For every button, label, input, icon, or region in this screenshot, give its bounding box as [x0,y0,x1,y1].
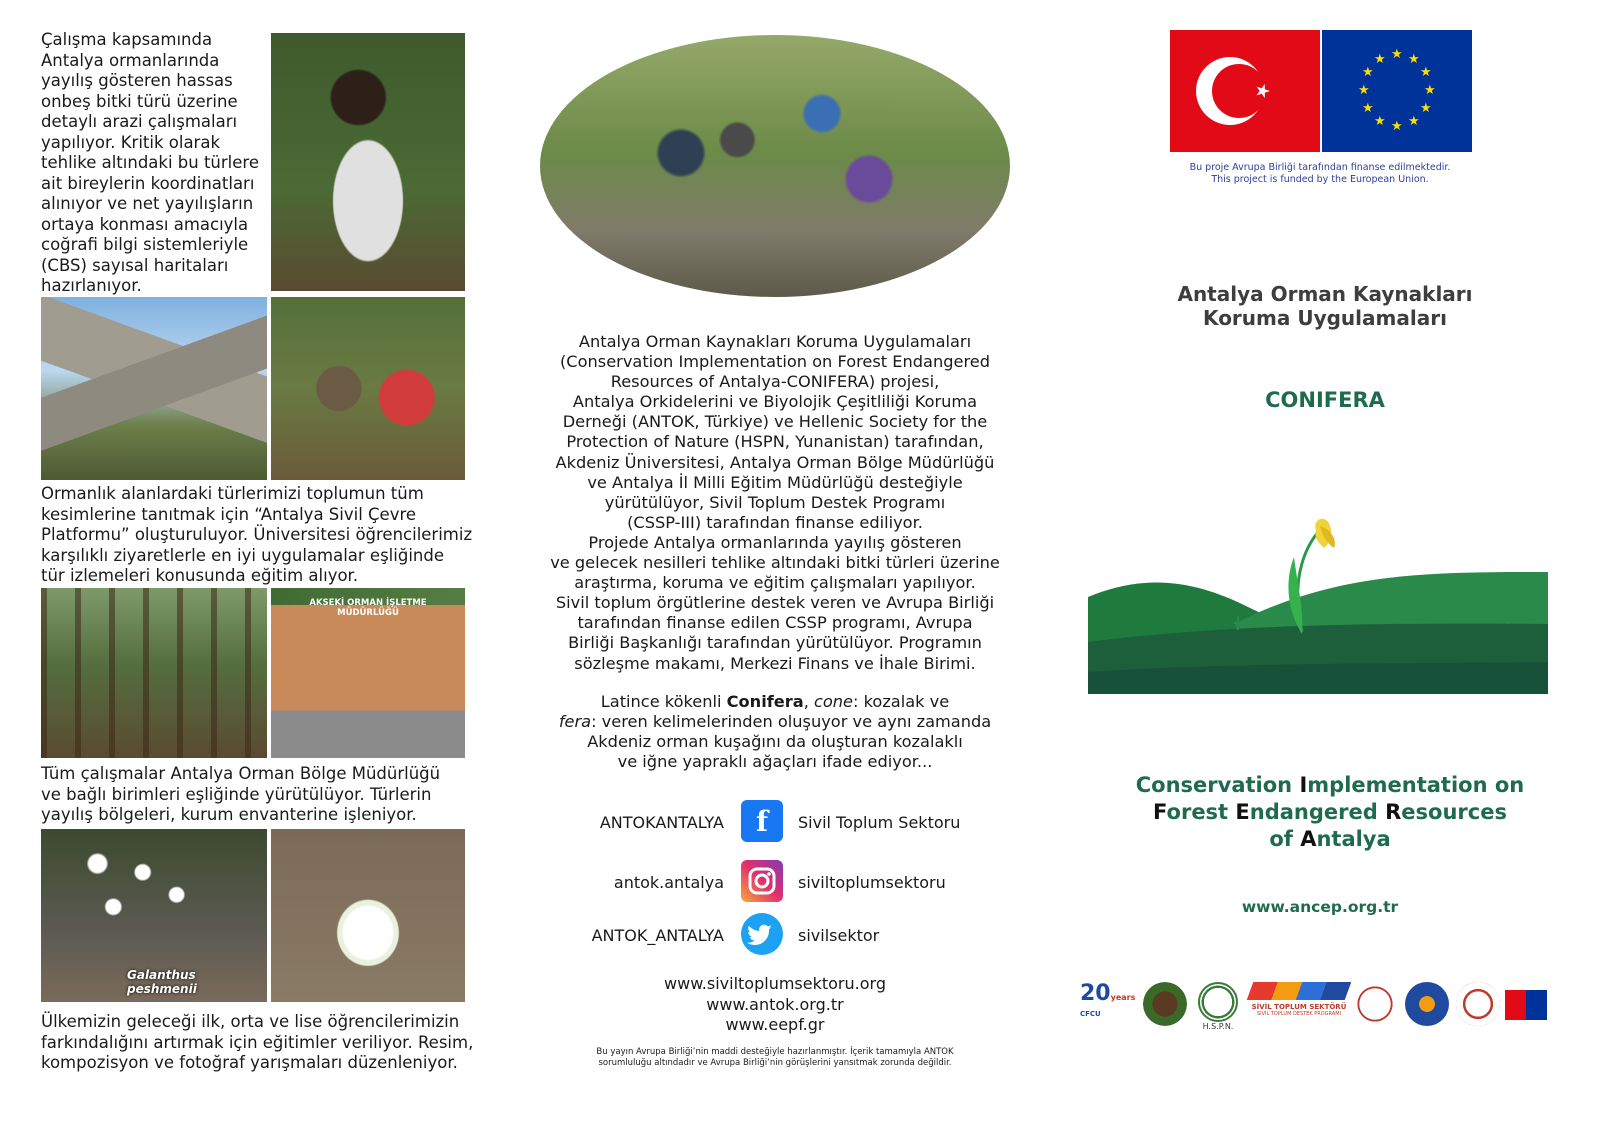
ministry-education-logo [1456,982,1500,1030]
instagram-handle-sts[interactable]: siviltoplumsektoru [798,873,946,892]
photo-group-mountain [41,297,267,480]
social-facebook-row [540,800,1010,846]
paragraph-platform: Ormanlık alanlardaki türlerimizi toplumun tüm kesimlerine tanıtmak için “Antalya Sivil Çevre Platformu” oluşturuluyor. Üniversitesi öğrencilerimiz karşılıklı ziyaretlerle en iyi uygulamalar eşliğinde tür izlemeleri konusunda eğitim alıyor. [41,484,473,585]
eu-star-icon: ★ [1374,114,1386,129]
photo-students-kneeling [271,297,465,480]
eu-star-icon: ★ [1420,65,1432,80]
akdeniz-university-logo [1353,982,1397,1030]
photo-photographer [271,33,465,291]
social-twitter-row [540,913,1010,959]
facebook-handle-antok[interactable]: ANTOKANTALYA [599,813,724,832]
link-antok[interactable]: www.antok.org.tr [706,994,844,1014]
photo-snowdrops [41,829,267,1002]
project-description: Antalya Orman Kaynakları Koruma Uygulamaları (Conservation Implementation on Forest Endangered Resources of Antalya-CONIFERA) projesi, Antalya Orkidelerini ve Biyolojik Çeşitliliği Koruma Derneği (ANTOK, Türkiye) ve Hellenic Society for the Protection of Nature (HSPN, Yunanistan) tarafından, Akdeniz Üniversitesi, Antalya Orman Bölge Müdürlüğü ve Antalya İl Milli Eğitim Müdürlüğü desteğiyle yürütülüyor, Sivil Toplum Destek Programı (CSSP-III) tarafından finanse ediliyor. Projede Antalya ormanlarında yayılış gösteren ve gelecek nesilleri tehlike altındaki bitki türleri üzerine araştırma, koruma ve eğitim çalışmaları yapılıyor. Sivil toplum örgütlerine destek veren ve Avrupa Birliği tarafından finanse edilen CSSP programı, Avrupa Birliği Başkanlığı tarafından yürütülüyor. Programın sözleşme makamı, Merkezi Finans ve İhale Birimi. [550,332,1000,673]
eu-flag [1322,30,1472,152]
paragraph-education: Ülkemizin geleceği ilk, orta ve lise öğrencilerimizin farkındalığını artırmak için eğitimler veriliyor. Resim, kompozisyon ve fotoğraf yarışmaları düzenleniyor. [41,1012,474,1072]
conifera-definition: Latince kökenli Conifera, cone: kozalak ve fera: veren kelimelerinden oluşuyor ve aynı zamanda Akdeniz orman kuşağını da oluşturan kozalaklı ve iğne yapraklı ağaçları ifade ediyor... [558,692,992,772]
landscape-illustration [1088,512,1548,702]
hspn-logo: H.S.P.N. [1198,982,1238,1030]
facebook-handle-sts[interactable]: Sivil Toplum Sektoru [798,813,961,832]
link-siviltoplumsektoru[interactable]: www.siviltoplumsektoru.org [664,974,886,993]
eu-star-icon: ★ [1362,101,1374,116]
project-title-en: Conservation Implementation on Forest Endangered Resources of Antalya [1135,773,1525,851]
left-panel [0,0,500,1131]
paragraph-directorate: Tüm çalışmalar Antalya Orman Bölge Müdürlüğü ve bağlı birimleri eşliğinde yürütülüyor. Türlerin yayılış bölgeleri, kurum envanterine işleniyor. [41,764,441,824]
eu-delegation-logo [1505,982,1547,1030]
photo-forest-survey [41,588,267,758]
project-title-tr: Antalya Orman Kaynakları Koruma Uygulamaları [1177,282,1473,330]
instagram-handle-antok[interactable]: antok.antalya [613,873,724,892]
facebook-icon[interactable]: f [741,800,783,842]
website-links [540,974,1010,1036]
photo-forestry-building [271,588,465,758]
twitter-handle-antok[interactable]: ANTOK_ANTALYA [591,926,724,945]
instagram-icon[interactable] [741,860,783,902]
eu-star-icon: ★ [1391,47,1403,62]
forestry-directorate-logo [1405,982,1449,1030]
eu-star-icon: ★ [1420,101,1432,116]
building-sign: AKSEKİ ORMAN İŞLETME MÜDÜRLÜĞÜ [309,598,427,618]
link-eepf[interactable]: www.eepf.gr [725,1015,825,1034]
twitter-handle-sts[interactable]: sivilsektor [798,926,880,945]
social-instagram-row [540,860,1010,906]
photo-caption: Galanthus peshmenii [127,968,197,996]
photo-snowdrop-closeup [271,829,465,1002]
eu-funding-note: Bu proje Avrupa Birliği tarafından finanse edilmektedir. This project is funded by the European Union. [1189,162,1451,185]
eu-star-icon: ★ [1374,52,1386,67]
sivil-toplum-sektoru-logo: SİVİL TOPLUM SEKTÖRÜ SİVİL TOPLUM DESTEK PROGRAMI [1250,982,1348,1030]
eu-star-icon: ★ [1424,83,1436,98]
cfcu-20-years-logo: 20years CFCU [1080,981,1136,1018]
paragraph-fieldwork: Çalışma kapsamında Antalya ormanlarında yayılış gösteren hassas onbeş bitki türü üzerine detaylı arazi çalışmaları yapılıyor. Kritik olarak tehlike altındaki bu türlere ait bireylerin koordinatları alınıyor ve net yayılışların ortaya konması amacıyla coğrafi bilgi sistemleriyle (CBS) sayısal haritaları hazırlanıyor. [41,30,259,295]
eu-star-icon: ★ [1362,65,1374,80]
photo-team-group [540,35,1010,297]
eu-star-icon: ★ [1358,83,1370,98]
eu-star-icon: ★ [1391,119,1403,134]
project-website[interactable]: www.ancep.org.tr [1241,898,1399,916]
twitter-icon[interactable] [741,913,783,955]
snowdrop-flower-icon [1088,512,1548,702]
turkey-flag [1170,30,1320,152]
project-acronym: CONIFERA [1265,388,1385,412]
flags-banner [1170,30,1475,155]
antok-logo [1143,982,1187,1030]
eu-star-icon: ★ [1408,114,1420,129]
eu-disclaimer: Bu yayın Avrupa Birliği’nin maddi desteğiyle hazırlanmıştır. İçerik tamamıyla ANTOK sorumluluğu altındadır ve Avrupa Birliği’nin görüşlerini yansıtmak zorunda değildir. [596,1047,954,1068]
eu-star-icon: ★ [1408,52,1420,67]
